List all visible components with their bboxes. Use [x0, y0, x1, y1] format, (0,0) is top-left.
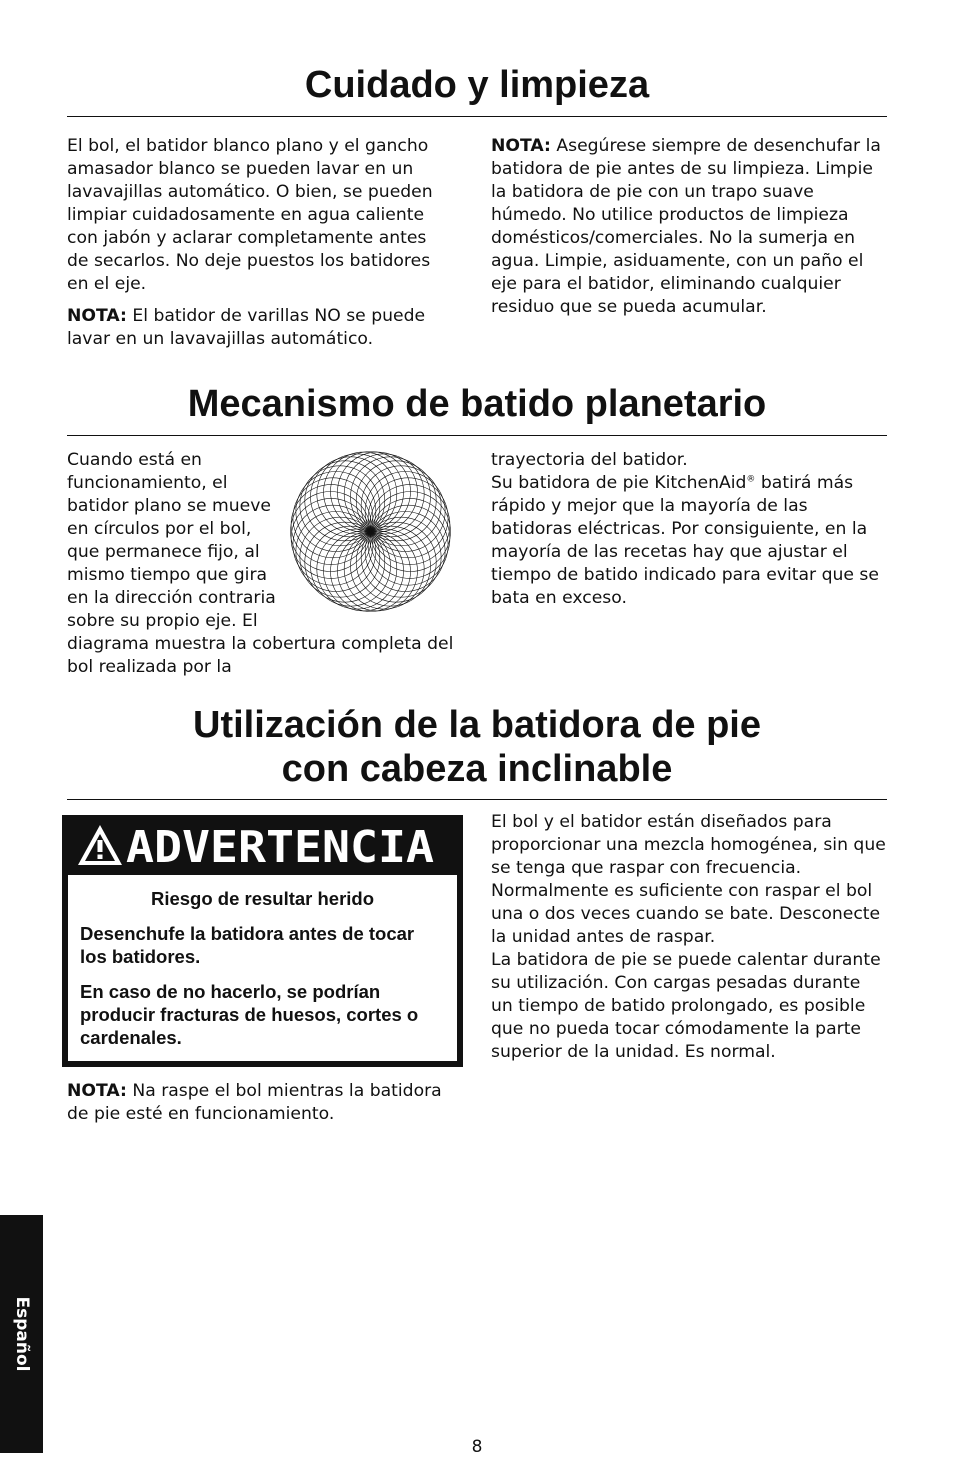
warning-triangle-icon: [78, 825, 122, 865]
utilizacion-paragraph-1: El bol y el batidor están diseñados para proporcionar una mezcla homogénea, sin que se tenga que raspar con frecuencia. Normalmente es suficiente con raspar el bol una o dos veces cuando se bate. Desconecte la unidad antes de raspar.: [491, 812, 886, 947]
mecanismo-paragraph: Cuando está en funcionamiento, el batidor plano se mueve en círculos por el bol, que permanece fijo, al mismo tiempo que gira en la dirección contraria sobre su propio eje. El diagrama muestra la cobertura completa del bol realizada por la: [67, 450, 454, 677]
section-divider: [67, 799, 887, 800]
section-divider: [67, 116, 887, 117]
note-label: NOTA:: [491, 136, 551, 156]
cuidado-paragraph: El bol, el batidor blanco plano y el gancho amasador blanco se pueden lavar en un lavavajillas automático. O bien, se pueden limpiar cuidadosamente en agua caliente con jabón y aclarar completamente antes de secarlos. No deje puestos los batidores en el eje.: [67, 136, 433, 294]
note-text: Asegúrese siempre de desenchufar la batidora de pie antes de su limpieza. Limpie la batidora de pie con un trapo suave húmedo. No utilice productos de limpieza domésticos/comerciales. No la sumerja en agua. Limpie, asiduamente, con un paño el eje para el batidor, eliminando cualquier residuo que se pueda acumular.: [491, 136, 881, 317]
cuidado-note: [67, 305, 452, 351]
note-label: NOTA:: [67, 1081, 127, 1101]
section-title-mecanismo: Mecanismo de batido planetario: [187, 383, 767, 425]
warning-content: [68, 875, 457, 1061]
note-text: Na raspe el bol mientras la batidora de pie esté en funcionamiento.: [67, 1081, 442, 1124]
warning-box: [62, 815, 463, 1067]
section-title-cuidado: Cuidado y limpieza: [304, 64, 650, 106]
mecanismo-right-column: [491, 449, 887, 610]
section-title-utilizacion-2: con cabeza inclinable: [281, 748, 673, 790]
warning-line-1: Desenchufe la batidora antes de tocar los batidores.: [80, 923, 415, 967]
section-divider: [67, 435, 887, 436]
cuidado-right-note: [491, 135, 887, 319]
warning-header: [62, 815, 463, 875]
mecanismo-continuation: trayectoria del batidor.: [491, 450, 688, 470]
mecanismo-paragraph-2: Su batidora de pie KitchenAid® batirá más rápido y mejor que la mayoría de las batidoras eléctricas. Por consiguiente, en la mayoría de las recetas hay que ajustar el tiempo de batido indicado para evitar que se bata en exceso.: [491, 473, 879, 608]
language-label: Español: [11, 1296, 32, 1372]
language-side-tab: [0, 1215, 43, 1453]
note-label: NOTA:: [67, 306, 127, 326]
page-number: 8: [471, 1437, 483, 1457]
mecanismo-left-column: [67, 449, 457, 679]
warning-title: ADVERTENCIA: [126, 822, 434, 873]
section-title-utilizacion-1: Utilización de la batidora de pie: [193, 704, 761, 746]
warning-line-2: En caso de no hacerlo, se podrían producir fracturas de huesos, cortes o cardenales.: [80, 981, 419, 1048]
utilizacion-paragraph-2: La batidora de pie se puede calentar durante su utilización. Con cargas pesadas durante un tiempo de batido prolongado, es posible que no pueda tocar cómodamente la parte superior de la unidad. Es normal.: [491, 950, 881, 1062]
utilizacion-left-note: [67, 1080, 452, 1126]
warning-risk: Riesgo de resultar herido: [150, 888, 375, 909]
utilizacion-right-column: [491, 811, 887, 1064]
registered-mark: ®: [746, 474, 756, 485]
cuidado-left-column: [67, 135, 452, 351]
cuidado-right-column: [491, 135, 887, 319]
planetary-pattern-diagram: [288, 449, 453, 614]
note-text: El batidor de varillas NO se puede lavar en un lavavajillas automático.: [67, 306, 426, 349]
